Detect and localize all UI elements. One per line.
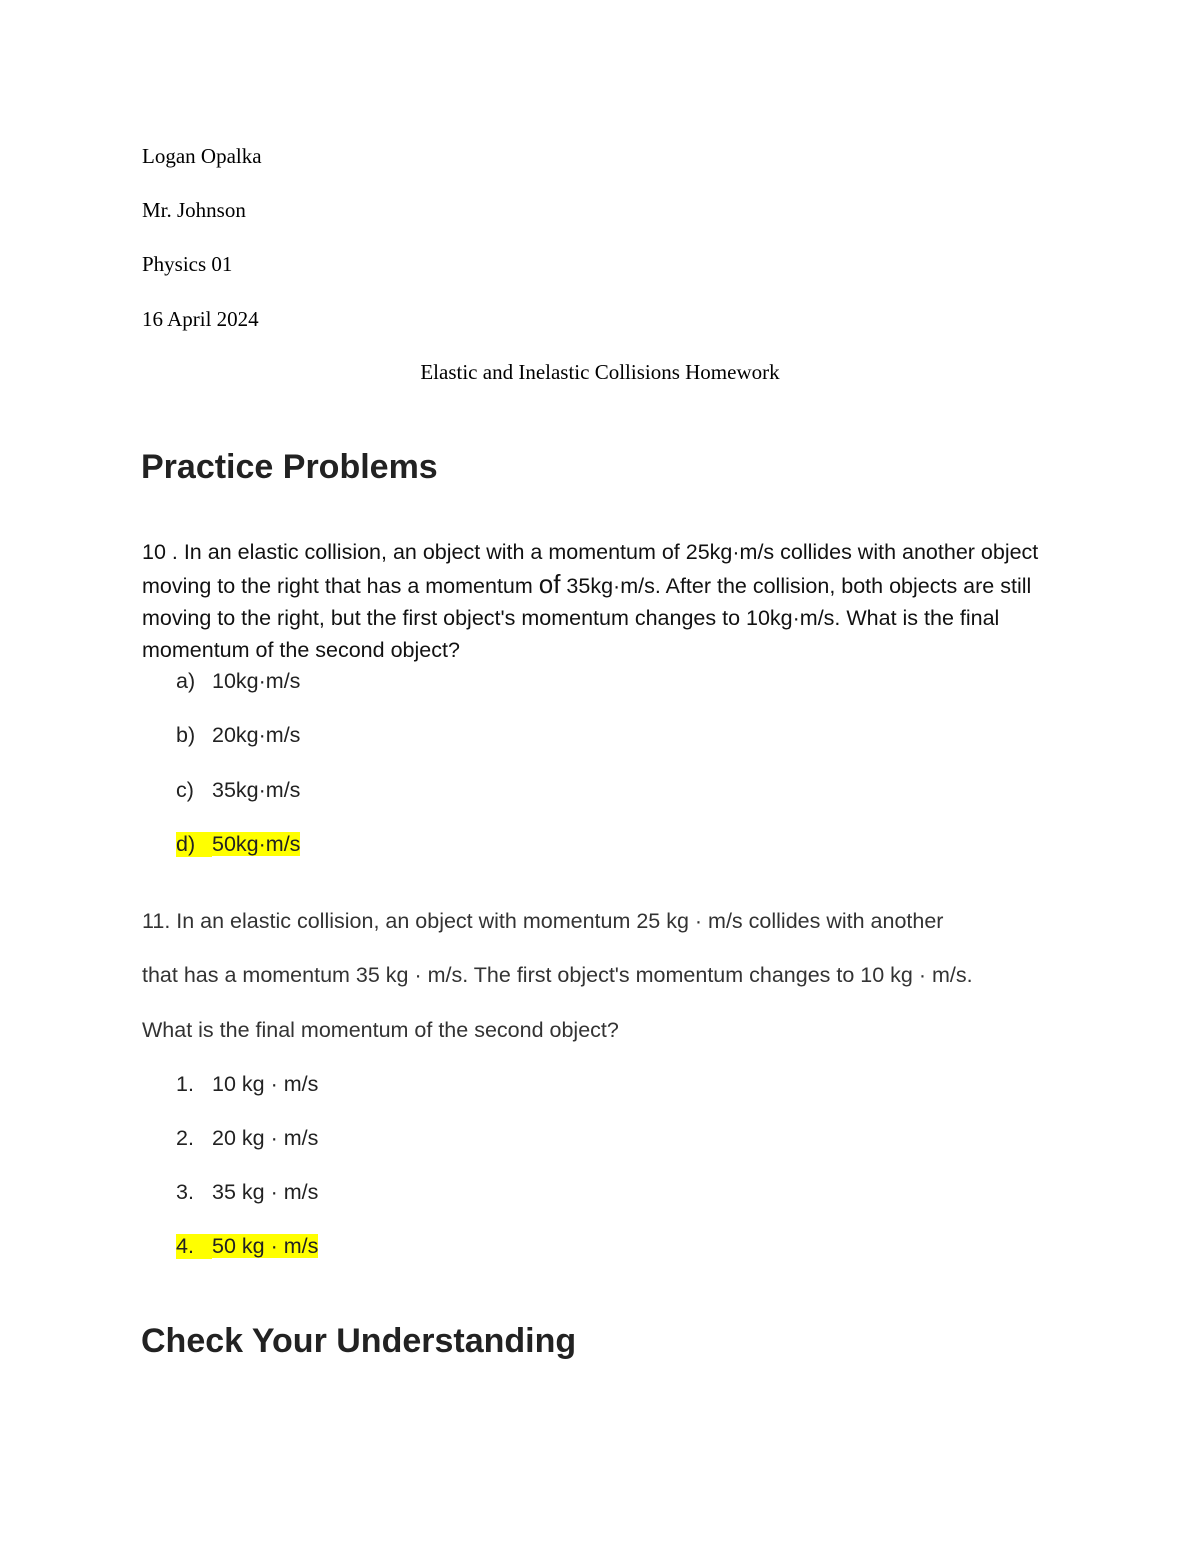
document-title: Elastic and Inelastic Collisions Homework (420, 360, 780, 384)
option-marker: 2. (176, 1126, 194, 1150)
teacher-name: Mr. Johnson (142, 198, 246, 222)
option-marker: 1. (176, 1072, 194, 1096)
question-10-text (142, 536, 1082, 666)
option-text: 50kg·m/s (212, 832, 301, 856)
option-text: 20kg·m/s (212, 723, 301, 747)
option-text: 10 kg · m/s (212, 1072, 319, 1096)
q10-option-d-highlighted (176, 832, 300, 857)
q11-option-3 (176, 1180, 318, 1205)
option-marker: b) (176, 723, 196, 747)
option-text: 50 kg · m/s (212, 1234, 319, 1258)
option-text: 35kg·m/s (212, 778, 301, 802)
course-name: Physics 01 (142, 252, 233, 276)
check-understanding-heading: Check Your Understanding (141, 1322, 577, 1360)
question-10-of: of (538, 569, 561, 599)
assignment-date: 16 April 2024 (142, 307, 259, 331)
q10-option-c (176, 778, 300, 803)
option-text: 20 kg · m/s (212, 1126, 319, 1150)
option-marker: 4. (176, 1234, 212, 1259)
question-11-line-1: 11. In an elastic collision, an object with momentum 25 kg · m/s collides with another (142, 909, 944, 933)
question-11-line-3: What is the final momentum of the second object? (142, 1018, 619, 1042)
option-marker: c) (176, 778, 194, 802)
q10-option-a (176, 669, 300, 694)
question-10-part1: 10 . In an elastic collision, an object with a momentum of 25kg·m/s collides with another object moving to the right that has a momentum (142, 540, 1039, 598)
option-marker: 3. (176, 1180, 194, 1204)
q10-option-b (176, 723, 300, 748)
practice-problems-heading: Practice Problems (141, 448, 438, 486)
q11-option-2 (176, 1126, 318, 1151)
option-text: 35 kg · m/s (212, 1180, 319, 1204)
question-11-line-2: that has a momentum 35 kg · m/s. The first object's momentum changes to 10 kg · m/s. (142, 963, 973, 987)
student-name: Logan Opalka (142, 144, 262, 168)
option-marker: a) (176, 669, 196, 693)
question-10-part2: 35kg·m/s. After the collision, both objects are still moving to the right, but the first object's momentum changes to 10kg·m/s. What is the final momentum of the second object? (142, 574, 1032, 662)
q11-option-1 (176, 1072, 318, 1097)
option-marker: d) (176, 832, 212, 857)
q11-option-4-highlighted (176, 1234, 318, 1259)
option-text: 10kg·m/s (212, 669, 301, 693)
